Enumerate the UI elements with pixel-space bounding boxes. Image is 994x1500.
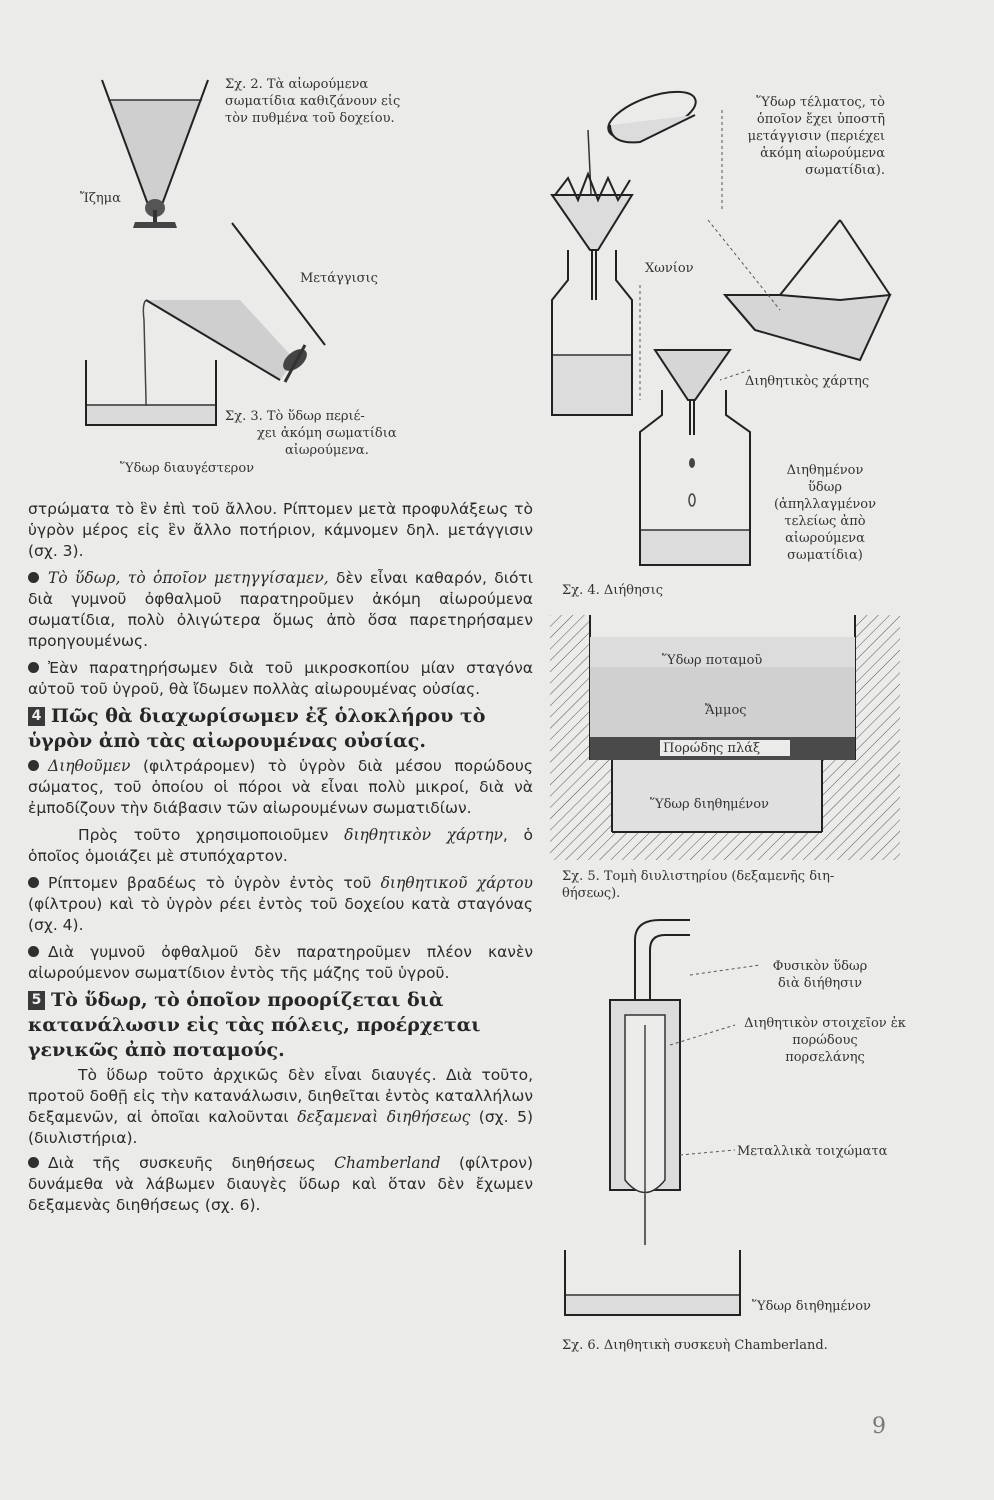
fig5-river-water-label: Ὕδωρ ποταμοῦ	[662, 653, 763, 668]
main-text-column	[28, 499, 533, 1216]
fig2-sedimentation-glass	[80, 70, 220, 235]
section-number-5: 5	[28, 991, 45, 1010]
fig4-swamp-water-label: Ὕδωρ τέλματος, τὸ ὁποῖον ἔχει ὑποστῆ μετάγγισιν (περιέχει ἀκόμη αἰωρούμενα σωματίδια).	[747, 95, 885, 178]
fig6-walls-label: Μεταλλικὰ τοιχώματα	[737, 1144, 888, 1159]
bullet-icon	[28, 572, 39, 583]
fig5-caption: Σχ. 5. Τομὴ διυλιστηρίου (δεξαμενῆς διη- θήσεως).	[562, 869, 835, 901]
section-heading-4: 4 Πῶς θὰ διαχωρίσωμεν ἐξ ὁλοκλήρου τὸ ὑγρὸν ἀπὸ τὰς αἰωρουμένας οὐσίας.	[28, 705, 486, 752]
paragraph-microscope: Ἐὰν παρατηρήσωμεν διὰ τοῦ μικροσκοπίου μίαν σταγόνα αὐτοῦ τοῦ ὑγροῦ, θὰ ἴδωμεν πολλὰς αἰωρουμένας οὐσίας.	[28, 659, 533, 698]
page-number: 9	[872, 1414, 886, 1439]
paragraph-filter-tanks: Τὸ ὕδωρ τοῦτο ἀρχικῶς δὲν εἶναι διαυγές. Διὰ τοῦτο, προτοῦ δοθῇ εἰς τὴν κατανάλωσιν, διηθεῖται ἐντὸς καταλλήλων δεξαμενῶν, αἱ ὁποῖαι καλοῦνται δεξαμεναὶ διηθήσεως (σχ. 5) (διυλιστήρια).	[28, 1066, 533, 1147]
paragraph-no-particles: Διὰ γυμνοῦ ὀφθαλμοῦ δὲν παρατηροῦμεν πλέον κανὲν αἰωρούμενον σωματίδιον ἐντὸς τῆς μάζης τοῦ ὑγροῦ.	[28, 943, 533, 982]
bullet-icon	[28, 946, 39, 957]
fig3-clear-water-label: Ὕδωρ διαυγέστερον	[120, 461, 255, 476]
fig2-sediment-label: Ἴζημα	[80, 191, 121, 206]
section-number-4: 4	[28, 707, 45, 726]
paragraph-filter-paper: Πρὸς τοῦτο χρησιμοποιοῦμεν διηθητικὸν χάρτην, ὁ ὁποῖος ὁμοιάζει μὲ στυπόχαρτον.	[28, 826, 533, 865]
bullet-icon	[28, 760, 39, 771]
fig6-chamberland-filter	[560, 915, 750, 1335]
bullet-icon	[28, 1157, 39, 1168]
section-heading-5: 5 Τὸ ὕδωρ, τὸ ὁποῖον προορίζεται διὰ κατανάλωσιν εἰς τὰς πόλεις, προέρχεται γενικῶς ἀπὸ ποταμούς.	[28, 989, 481, 1061]
paragraph-chamberland: Διὰ τῆς συσκευῆς διηθήσεως Chamberland (φίλτρον) δυνάμεθα νὰ λάβωμεν διαυγὲς ὕδωρ καὶ ὅταν δὲν ἔχωμεν δεξαμενὰς διηθήσεως (σχ. 6).	[28, 1154, 533, 1214]
fig6-caption: Σχ. 6. Διηθητικὴ συσκευὴ Chamberland.	[562, 1338, 828, 1353]
bullet-icon	[28, 877, 39, 888]
fig4-filtered-water-label: Διηθημένον ὕδωρ (ἀπηλλαγμένον τελείως ἀπὸ αἰωρούμενα σωματίδια)	[773, 463, 877, 563]
fig5-porous-plate-label: Πορώδης πλάξ	[663, 741, 761, 756]
fig5-sand-label: Ἄμμος	[705, 703, 747, 718]
fig3-pour-label: Μετάγγισις	[300, 271, 378, 286]
paragraph-filtering: Διηθοῦμεν (φιλτράρομεν) τὸ ὑγρὸν διὰ μέσου πορώδους σώματος, τοῦ ὁποίου οἱ πόροι νὰ εἶναι πολὺ μικροί, διὰ νὰ ἐμποδίζουν τὴν διάβασιν τῶν αἰωρουμένων σωματιδίων.	[28, 757, 533, 817]
fig6-natural-water-label: Φυσικὸν ὕδωρ διὰ διήθησιν	[772, 959, 868, 991]
fig6-filtered-water-label: Ὕδωρ διηθημένον	[752, 1299, 871, 1314]
fig4-caption: Σχ. 4. Διήθησις	[562, 583, 664, 598]
fig3-caption: Σχ. 3. Τὸ ὕδωρ περιέ- χει ἀκόμη σωματίδια αἰωρούμενα.	[225, 409, 397, 458]
fig5-filtered-water-label: Ὕδωρ διηθημένον	[650, 797, 769, 812]
paragraph-pouring: Ρίπτομεν βραδέως τὸ ὑγρὸν ἐντὸς τοῦ διηθητικοῦ χάρτου (φίλτρου) καὶ τὸ ὑγρὸν ρέει ἐντὸς τοῦ δοχείου κατὰ σταγόνας (σχ. 4).	[28, 874, 533, 934]
paragraph-decanted-water: Τὸ ὕδωρ, τὸ ὁποῖον μετηγγίσαμεν, δὲν εἶναι καθαρόν, διότι διὰ γυμνοῦ ὀφθαλμοῦ παρατηροῦμεν ἀκόμη αἰωρούμενα σωματίδια, πολὺ ὀλιγώτερα ὅμως ἀπὸ ὅσα παρετηρήσαμεν προηγουμένως.	[28, 569, 534, 650]
fig4-filter-paper-label: Διηθητικὸς χάρτης	[745, 374, 870, 389]
fig2-caption: Σχ. 2. Τὰ αἰωρούμενα σωματίδια καθιζάνουν εἰς τὸν πυθμένα τοῦ δοχείου.	[225, 77, 401, 126]
fig4-funnel-label: Χωνίον	[645, 261, 694, 276]
fig6-element-label: Διηθητικὸν στοιχεῖον ἐκ πορώδους πορσελάνης	[744, 1016, 906, 1065]
bullet-icon	[28, 662, 39, 673]
paragraph-decanting: στρώματα τὸ ἓν ἐπὶ τοῦ ἄλλου. Ρίπτομεν μετὰ προφυλάξεως τὸ ὑγρὸν μέρος εἰς ἓν ἄλλο ποτήριον, κάμνομεν δηλ. μετάγγισιν (σχ. 3).	[28, 500, 533, 560]
